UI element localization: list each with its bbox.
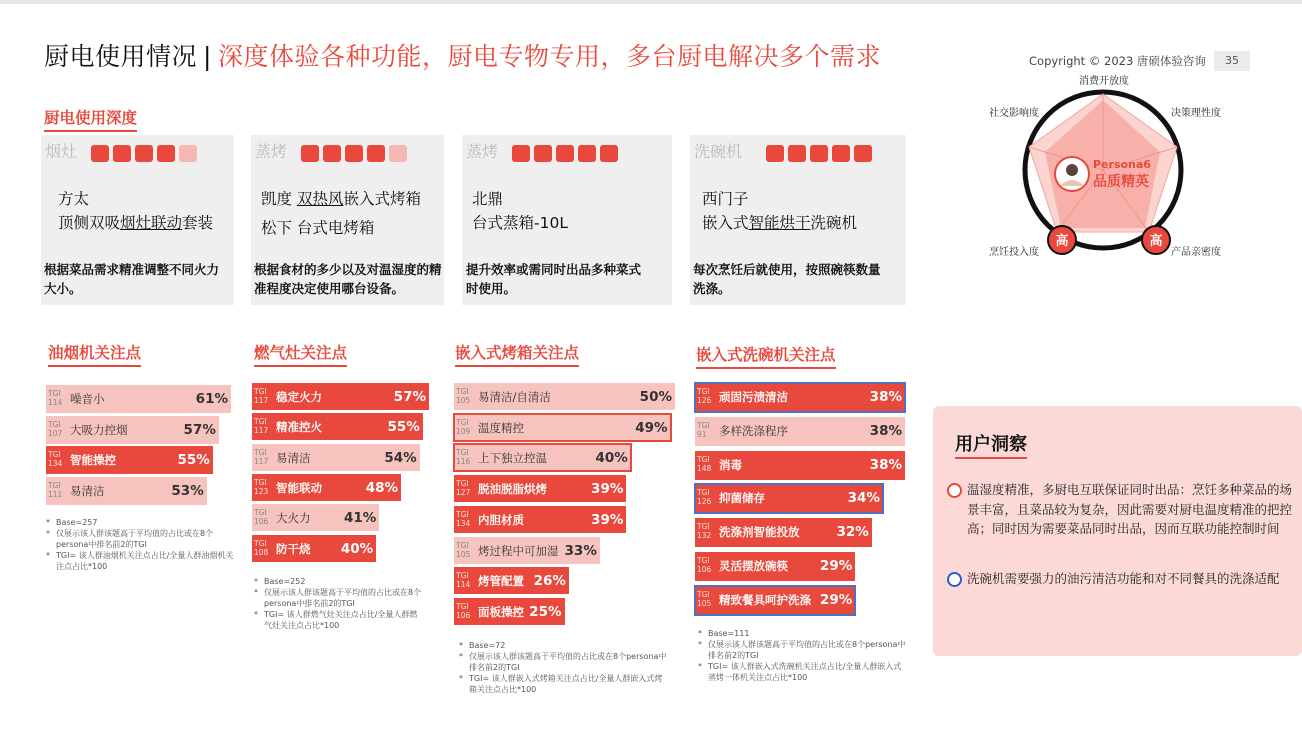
chart-bar: [454, 598, 565, 625]
depth-dot-filled: [766, 145, 784, 162]
bar-value-label: 26%: [533, 573, 566, 590]
usage-depth-heading: 厨电使用深度: [44, 108, 137, 132]
bar-value-label: 39%: [591, 481, 624, 498]
bar-category-label: 易清洁: [276, 450, 311, 465]
brand-text: 凯度: [261, 190, 297, 208]
bar-category-label: 稳定火力: [276, 390, 322, 404]
high-badge-text: 高: [1055, 234, 1069, 249]
card-brand: [702, 187, 857, 235]
depth-dot-filled: [788, 145, 806, 162]
note-line: * TGI= 该人群嵌入式洗碗机关注点占比/全量人群嵌入式蒸烤一体机关注点占比*100: [698, 661, 908, 683]
note-line: * 仅展示该人群该题高于平均值的占比或在8个persona中排名前2的TGI: [459, 651, 669, 673]
depth-dot-filled: [157, 145, 175, 162]
brand-line-1: [261, 187, 421, 211]
radar-axis-label: 决策理性度: [1171, 108, 1221, 119]
bar-value-label: 41%: [343, 510, 377, 527]
range-hood-notes: [46, 517, 236, 572]
brand-line-2: 台式蒸箱-10L: [472, 214, 568, 232]
dishwasher-notes: [698, 628, 908, 683]
chart-bar: [454, 537, 600, 564]
chart-bar: [454, 506, 626, 533]
bar-category-label: 洗涤剂智能投放: [719, 525, 800, 540]
brand-highlight: 双热风: [296, 190, 344, 208]
bar-category-label: 消毒: [719, 457, 742, 472]
bar-category-label: 大火力: [276, 511, 311, 526]
note-line: * 仅展示该人群该题高于平均值的占比或在8个persona中排名前2的TGI: [698, 639, 908, 661]
bar-value-label: 54%: [384, 449, 417, 466]
bar-tgi-label: TGI 106: [697, 556, 712, 574]
insight-item: 洗碗机需要强力的油污清洁功能和对不同餐具的洗涤适配: [967, 571, 1280, 586]
brand-highlight: 智能烘干: [748, 214, 811, 232]
bar-value-label: 50%: [639, 389, 672, 405]
chart-bar: [695, 552, 855, 581]
avatar-head-icon: [1066, 164, 1078, 176]
page-title-subtitle: 深度体验各种功能，厨电专物专用，多台厨电解决多个需求: [217, 42, 881, 71]
brand-line-2: 松下 台式电烤箱: [261, 219, 375, 237]
card-brand: [58, 187, 213, 235]
bar-tgi-label: TGI 106: [456, 601, 471, 620]
brand-text: 嵌入式: [702, 214, 749, 232]
chart-bar: [46, 477, 207, 505]
bar-category-label: 烤过程中可加湿: [478, 543, 559, 558]
card-brand: [261, 187, 421, 240]
card-description: 提升效率或需同时出品多种菜式时使用。: [466, 262, 642, 296]
bar-tgi-label: TGI 132: [697, 522, 712, 541]
brand-text: 顶侧双吸: [58, 214, 121, 232]
depth-dot-filled: [832, 145, 850, 162]
chart-bar: [454, 444, 631, 471]
high-badge-text: 高: [1149, 234, 1163, 249]
bar-tgi-label: TGI 134: [456, 509, 471, 528]
bar-tgi-label: TGI 117: [254, 447, 269, 466]
bar-tgi-label: TGI 117: [254, 417, 269, 436]
brand-line-2: [702, 211, 857, 235]
page-number: 35: [1214, 51, 1250, 71]
chart-bar: [46, 385, 231, 413]
bar-tgi-label: TGI 148: [697, 454, 712, 473]
depth-dot-filled: [367, 145, 385, 162]
bar-value-label: 57%: [393, 389, 426, 405]
bar-category-label: 脱油脱脂烘烤: [478, 482, 547, 497]
bar-value-label: 48%: [365, 479, 399, 496]
oven-focus-heading: 嵌入式烤箱关注点: [455, 343, 579, 367]
depth-dot-filled: [578, 145, 596, 162]
card-category: 烟灶: [45, 142, 78, 161]
depth-card-range-hood: [41, 135, 234, 305]
range-hood-focus-heading: 油烟机关注点: [48, 343, 141, 367]
chart-bar: [695, 518, 872, 547]
bar-tgi-label: TGI 114: [456, 571, 471, 590]
chart-bar: [252, 474, 401, 501]
bar-category-label: 多样洗涤程序: [719, 423, 788, 438]
bar-tgi-label: TGI 114: [48, 389, 63, 407]
bar-value-label: 55%: [387, 419, 420, 436]
depth-dot-empty: [179, 145, 197, 162]
bar-value-label: 33%: [564, 542, 597, 559]
chart-bar: [454, 383, 675, 410]
brand-line-1: 方太: [58, 190, 90, 208]
radar-axis-label: 烹饪投入度: [989, 247, 1039, 258]
chart-bar: [695, 383, 905, 412]
chart-bar: [46, 446, 213, 474]
radar-axis-label: 社交影响度: [989, 108, 1039, 119]
brand-line-1: 西门子: [702, 190, 749, 208]
brand-text: 套装: [182, 214, 214, 232]
depth-dot-filled: [301, 145, 319, 162]
bar-value-label: 29%: [819, 591, 853, 608]
bar-tgi-label: TGI 106: [254, 508, 269, 527]
bar-tgi-label: TGI 91: [697, 420, 710, 439]
note-line: * Base=252: [254, 576, 424, 587]
bar-category-label: 智能联动: [276, 480, 322, 495]
range-hood-focus-chart: [46, 385, 236, 505]
bar-category-label: 上下独立控温: [478, 451, 547, 466]
bar-tgi-label: TGI 126: [697, 488, 712, 507]
bar-category-label: 防干烧: [276, 541, 311, 556]
chart-bar: [454, 567, 569, 594]
bar-value-label: 49%: [635, 419, 668, 436]
depth-dot-filled: [512, 145, 530, 162]
bar-tgi-label: TGI 108: [254, 538, 269, 557]
chart-bar: [252, 413, 423, 440]
note-line: * 仅展示该人群该题高于平均值的占比或在8个persona中排名前2的TGI: [254, 587, 424, 609]
bar-value-label: 55%: [177, 452, 210, 469]
bar-value-label: 38%: [869, 456, 902, 473]
chart-bar: [695, 417, 905, 446]
depth-dot-filled: [556, 145, 574, 162]
radar-axis-label: 产品亲密度: [1171, 247, 1221, 258]
card-description: 根据食材的多少以及对温湿度的精准程度决定使用哪台设备。: [254, 262, 442, 296]
depth-dot-filled: [135, 145, 153, 162]
bar-value-label: 39%: [591, 511, 624, 528]
chart-bar: [695, 451, 905, 480]
chart-bar: [252, 383, 429, 410]
page-title-main: 厨电使用情况: [44, 42, 198, 71]
note-line: * TGI= 该人群油烟机关注点占比/全量人群油烟机关注点占比*100: [46, 550, 236, 572]
chart-bar: [454, 414, 671, 441]
insight-item: 温湿度精准，多厨电互联保证同时出品：烹饪多种菜品的场景丰富，且菜品较为复杂，因此需要对厨电温度精准的把控高；同时因为需要菜品同时出品，因而互联功能控制时间: [967, 482, 1293, 536]
brand-line-2: [58, 211, 213, 235]
copyright-text: Copyright © 2023 唐硕体验咨询: [1029, 54, 1206, 68]
bar-category-label: 易清洁: [70, 484, 105, 499]
card-category: 蒸烤: [255, 142, 288, 161]
bar-category-label: 抑菌储存: [719, 491, 765, 506]
bar-value-label: 57%: [183, 421, 216, 438]
note-line: * Base=111: [698, 628, 908, 639]
depth-level-dots: [766, 145, 872, 162]
top-divider: [0, 0, 1302, 4]
bar-value-label: 40%: [340, 540, 374, 557]
dishwasher-focus-chart: [695, 383, 910, 608]
depth-level-dots: [512, 145, 618, 162]
bar-tgi-label: TGI 126: [697, 387, 712, 405]
depth-dot-empty: [389, 145, 407, 162]
bar-tgi-label: TGI 107: [48, 419, 63, 438]
chart-bar: [46, 416, 219, 444]
chart-bar: [252, 444, 420, 471]
card-description: 根据菜品需求精准调整不同火力大小。: [44, 262, 220, 296]
bar-value-label: 34%: [847, 490, 880, 507]
bar-tgi-label: TGI 109: [456, 417, 471, 436]
bar-tgi-label: TGI 127: [456, 479, 471, 498]
bar-category-label: 烤管配置: [478, 574, 524, 589]
brand-line-1: 北鼎: [472, 190, 504, 208]
user-insights-panel: [933, 406, 1302, 656]
depth-card-oven: [251, 135, 444, 305]
bar-tgi-label: TGI 117: [254, 387, 269, 405]
bar-tgi-label: TGI 105: [456, 540, 471, 559]
depth-dot-filled: [323, 145, 341, 162]
bar-category-label: 面板操控: [478, 604, 524, 619]
insight-bullet-icon: [947, 483, 962, 498]
depth-level-dots: [91, 145, 197, 162]
insight-bullet-icon: [947, 572, 962, 587]
note-line: * TGI= 该人群燃气灶关注点占比/全量人群燃气灶关注点占比*100: [254, 609, 424, 631]
persona-name: Persona6: [1093, 158, 1151, 171]
persona-radar: [975, 70, 1235, 270]
persona-radar-svg: [975, 70, 1235, 270]
depth-level-dots: [301, 145, 407, 162]
oven-focus-chart: [454, 383, 679, 628]
page-title: [44, 40, 881, 74]
chart-bar: [454, 475, 626, 502]
bar-category-label: 大吸力控烟: [70, 422, 128, 437]
oven-notes: [459, 640, 669, 695]
bar-category-label: 内胆材质: [478, 512, 524, 527]
user-insights-title: 用户洞察: [955, 432, 1027, 459]
bar-category-label: 温度精控: [478, 420, 524, 435]
persona-title: 品质精英: [1093, 174, 1149, 190]
bar-value-label: 32%: [836, 524, 869, 541]
depth-dot-filled: [91, 145, 109, 162]
card-category: 蒸烤: [466, 142, 499, 161]
bar-value-label: 29%: [819, 558, 853, 574]
bar-value-label: 38%: [869, 422, 902, 439]
bar-category-label: 灵活摆放碗筷: [719, 559, 788, 573]
depth-dot-filled: [345, 145, 363, 162]
bar-category-label: 易清洁/自清洁: [478, 390, 551, 404]
bar-category-label: 精致餐具呵护洗涤: [719, 592, 811, 607]
dishwasher-focus-heading: 嵌入式洗碗机关注点: [696, 345, 836, 369]
brand-highlight: 烟灶联动: [120, 214, 183, 232]
depth-dot-filled: [113, 145, 131, 162]
bar-tgi-label: TGI 116: [456, 448, 471, 467]
bar-category-label: 智能操控: [70, 453, 116, 468]
card-category: 洗碗机: [694, 142, 743, 161]
depth-card-dishwasher: [690, 135, 906, 305]
card-brand: [472, 187, 568, 235]
bar-tgi-label: TGI 111: [48, 481, 63, 500]
chart-bar: [252, 504, 379, 531]
chart-bar: [695, 484, 883, 513]
brand-text: 嵌入式烤箱: [343, 190, 421, 208]
gas-stove-focus-heading: 燃气灶关注点: [254, 343, 347, 367]
bar-value-label: 61%: [195, 391, 228, 407]
gas-stove-focus-chart: [252, 383, 432, 563]
bar-value-label: 25%: [529, 603, 562, 620]
radar-axis-label: 消费开放度: [1079, 76, 1129, 87]
bar-tgi-label: TGI 105: [456, 387, 471, 405]
depth-dot-filled: [810, 145, 828, 162]
brand-text: 洗碗机: [810, 214, 858, 232]
bar-tgi-label: TGI 105: [697, 589, 712, 608]
bar-value-label: 53%: [171, 483, 204, 500]
gas-stove-notes: [254, 576, 424, 631]
bar-category-label: 顽固污渍清洁: [719, 390, 788, 404]
note-line: * Base=257: [46, 517, 236, 528]
depth-dot-filled: [600, 145, 618, 162]
bar-category-label: 噪音小: [70, 392, 105, 406]
bar-value-label: 38%: [869, 389, 902, 405]
bar-category-label: 精准控火: [276, 420, 322, 435]
note-line: * TGI= 该人群嵌入式烤箱关注点占比/全量人群嵌入式烤箱关注点占比*100: [459, 673, 669, 695]
bar-tgi-label: TGI 123: [254, 477, 269, 496]
bar-tgi-label: TGI 134: [48, 450, 63, 469]
note-line: * Base=72: [459, 640, 669, 651]
depth-card-steamer: [462, 135, 672, 305]
chart-bar: [252, 535, 376, 562]
card-description: 每次烹饪后就使用，按照碗筷数量洗涤。: [693, 262, 881, 296]
chart-bar: [695, 586, 855, 615]
bar-value-label: 40%: [595, 450, 628, 467]
page-title-separator: |: [203, 42, 212, 71]
depth-dot-filled: [854, 145, 872, 162]
note-line: * 仅展示该人群该题高于平均值的占比或在8个persona中排名前2的TGI: [46, 528, 236, 550]
depth-dot-filled: [534, 145, 552, 162]
